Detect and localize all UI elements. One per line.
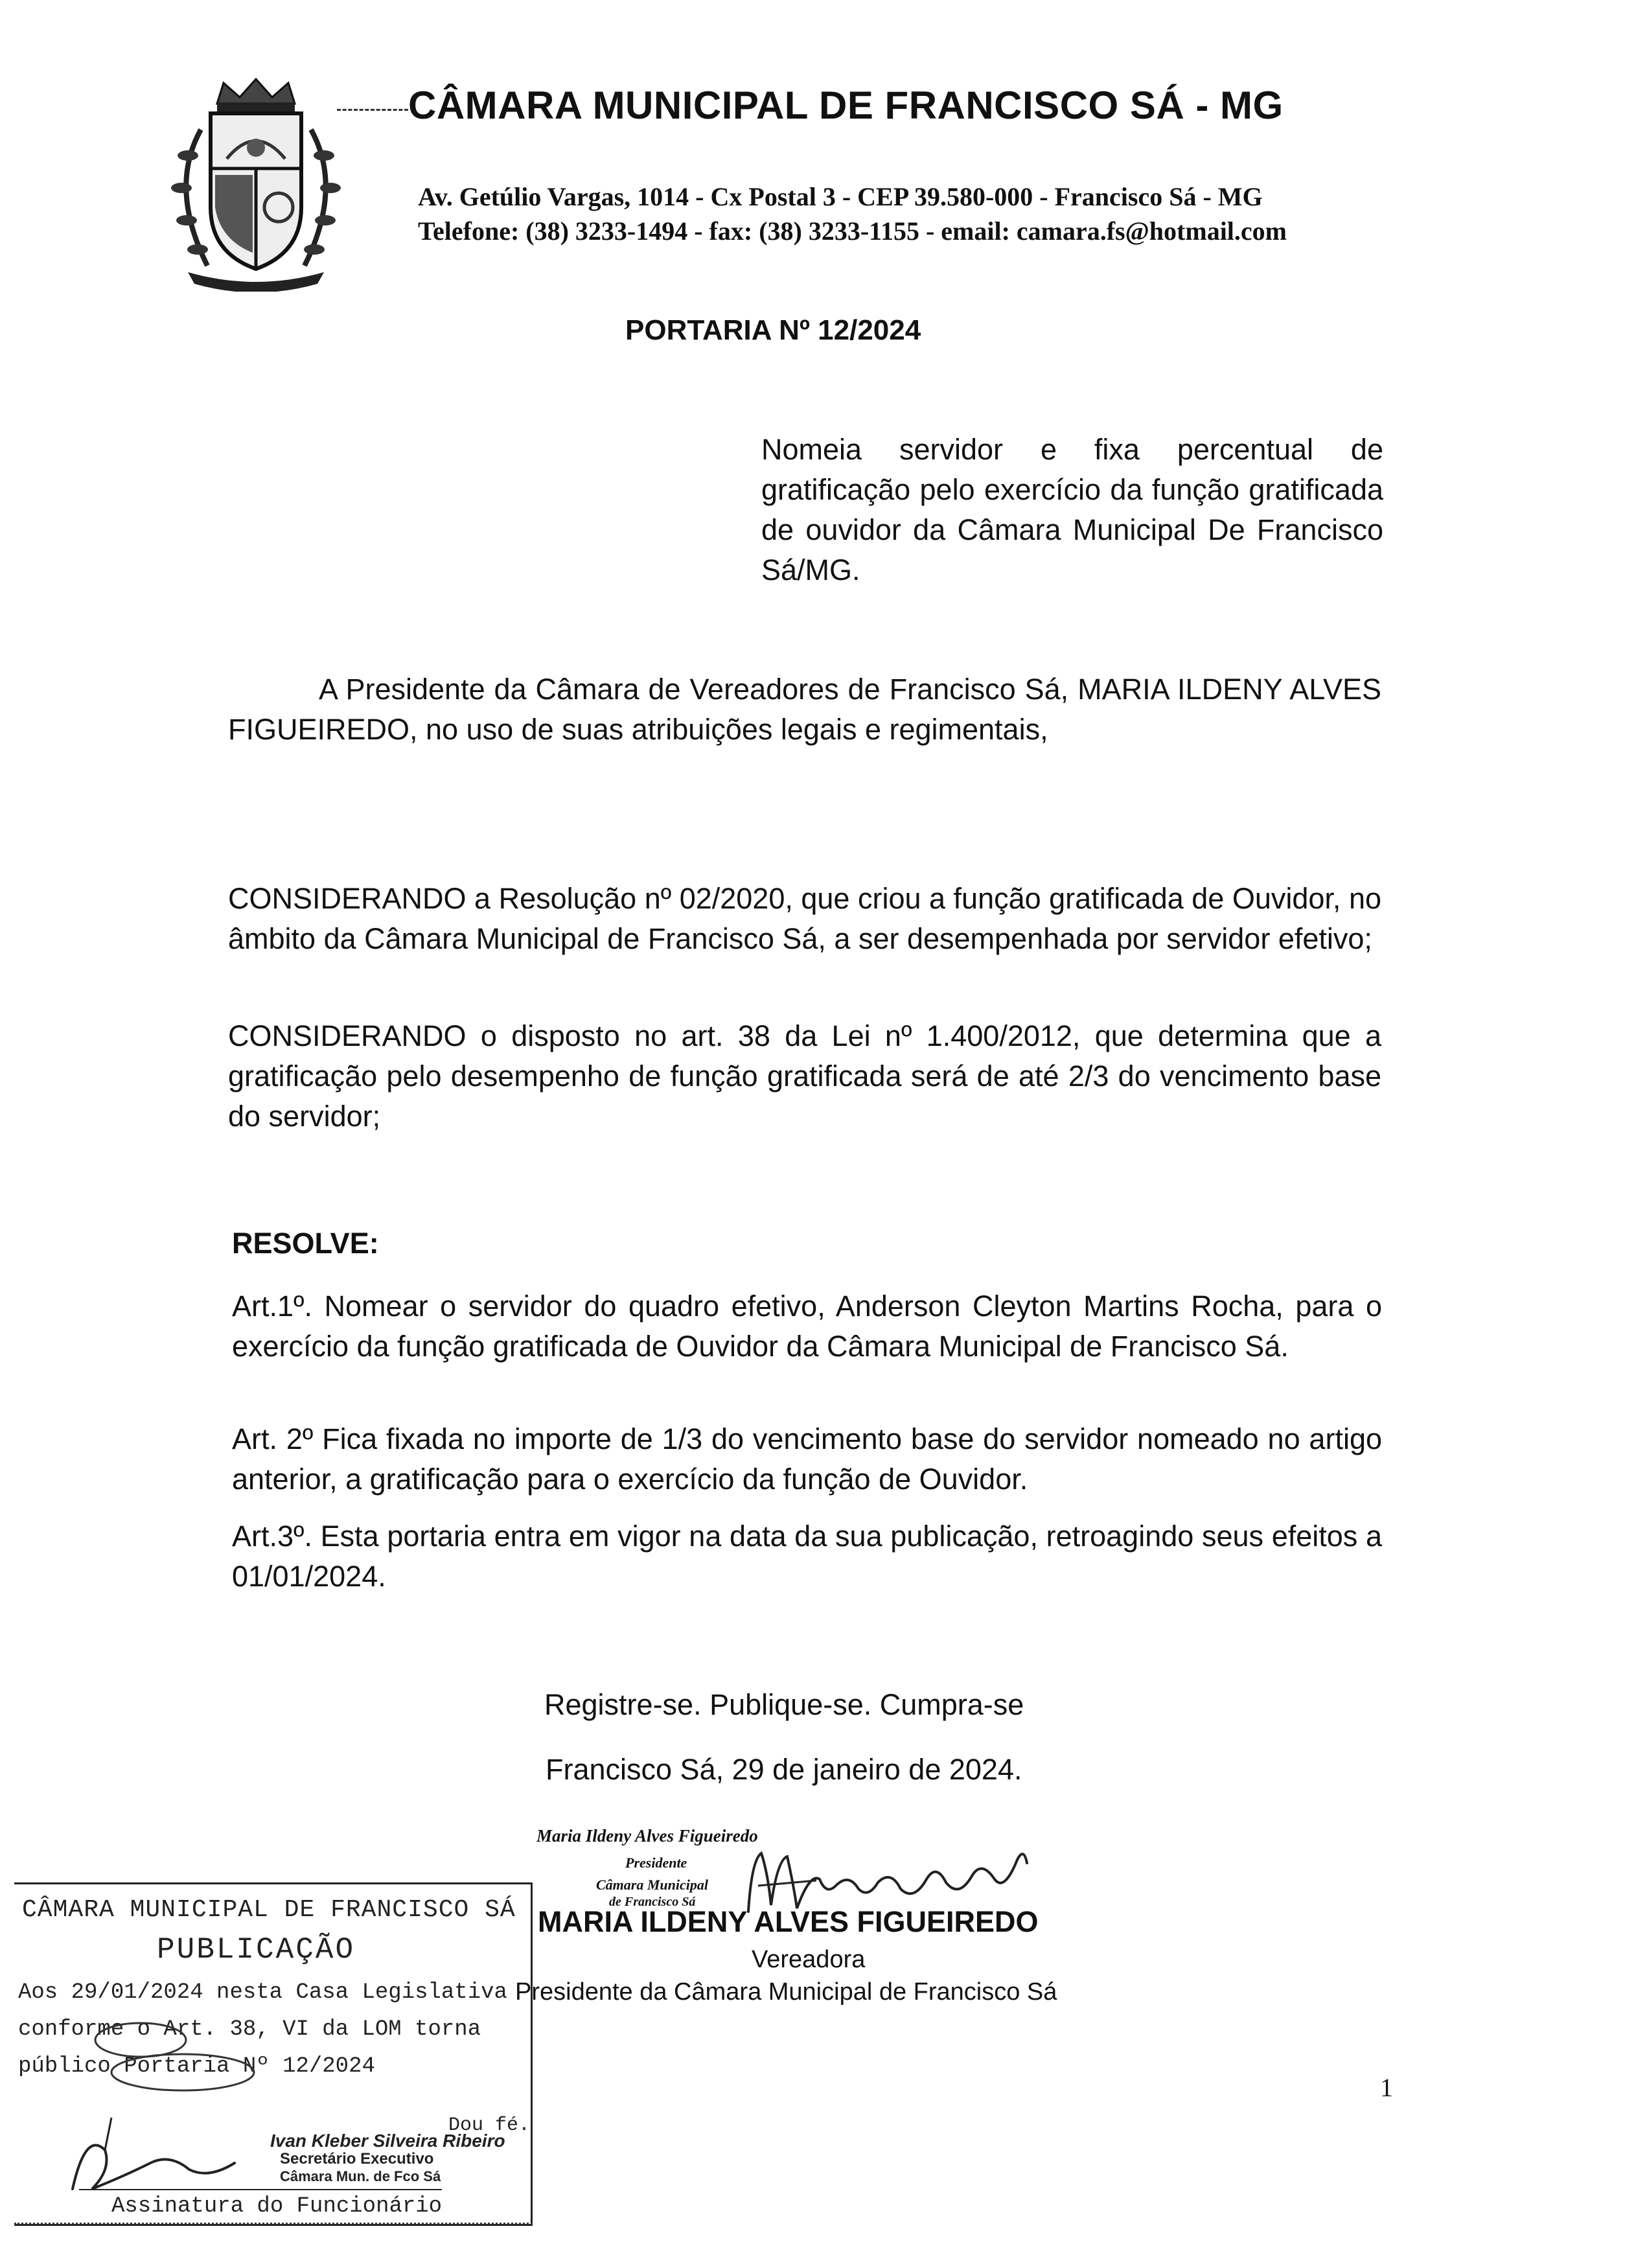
place-and-date: Francisco Sá, 29 de janeiro de 2024. [546, 1753, 1022, 1786]
institution-contact: Telefone: (38) 3233-1494 - fax: (38) 3233-1155 - email: camara.fs@hotmail.com [418, 216, 1287, 246]
stamp-signer-role: Secretário Executivo [280, 2150, 434, 2168]
stamp-handwritten-marks [14, 1884, 533, 2228]
closing-formula: Registre-se. Publique-se. Cumpra-se [544, 1688, 1024, 1721]
stamp-organization: CÂMARA MUNICIPAL DE FRANCISCO SÁ [22, 1896, 516, 1924]
signature-stamp-org: Câmara Municipal [596, 1877, 708, 1893]
resolve-heading: RESOLVE: [232, 1227, 379, 1260]
article-3: Art.3º. Esta portaria entra em vigor na data da sua publicação, retroagindo seus efeitos a 01/01/2024. [232, 1520, 1382, 1593]
considering-paragraph-1: CONSIDERANDO a Resolução nº 02/2020, que criou a função gratificada de Ouvidor, no âmbito da Câmara Municipal de Francisco Sá, a ser desempenhada por servidor efetivo; [228, 882, 1381, 955]
document-title: PORTARIA Nº 12/2024 [625, 314, 921, 346]
signer-office: Presidente da Câmara Municipal de Francisco Sá [515, 1978, 1057, 2006]
stamp-footer: Assinatura do Funcionário [111, 2194, 443, 2219]
stamp-signer-org: Câmara Mun. de Fco Sá [280, 2168, 441, 2184]
institution-title: CÂMARA MUNICIPAL DE FRANCISCO SÁ - MG [408, 84, 1284, 127]
stamp-title: PUBLICAÇÃO [157, 1933, 356, 1967]
header-decorative-line [337, 109, 408, 111]
stamp-document-line: público Portaria Nº 12/2024 [18, 2054, 375, 2079]
stamp-legal-basis-line: conforme o Art. 38, VI da LOM torna [18, 2017, 481, 2042]
signer-role: Vereadora [752, 1946, 866, 1973]
page-number: 1 [1380, 2073, 1393, 2102]
signer-name: MARIA ILDENY ALVES FIGUEIREDO [538, 1905, 1039, 1938]
institution-address: Av. Getúlio Vargas, 1014 - Cx Postal 3 - CEP 39.580-000 - Francisco Sá - MG [418, 182, 1263, 211]
signature-stamp-name: Maria Ildeny Alves Figueiredo [536, 1826, 758, 1846]
publication-stamp [14, 1882, 533, 2226]
signature-stamp-role: Presidente [625, 1855, 687, 1871]
stamp-date-line: Aos 29/01/2024 nesta Casa Legislativa [18, 1980, 507, 2005]
preamble-paragraph: A Presidente da Câmara de Vereadores de Francisco Sá, MARIA ILDENY ALVES FIGUEIREDO, no uso de suas atribuições legais e regimentais, [228, 673, 1381, 746]
stamp-signer-name: Ivan Kleber Silveira Ribeiro [270, 2131, 505, 2151]
considering-paragraph-2: CONSIDERANDO o disposto no art. 38 da Lei nº 1.400/2012, que determina que a gratificação pelo desempenho de função gratificada será de até 2/3 do vencimento base do servidor; [228, 1019, 1381, 1133]
article-2: Art. 2º Fica fixada no importe de 1/3 do vencimento base do servidor nomeado no artigo anterior, a gratificação para o exercício da função de Ouvidor. [232, 1422, 1382, 1496]
stamp-attestation: Dou fé. [448, 2114, 531, 2136]
coat-of-arms-icon [162, 78, 350, 292]
document-summary: Nomeia servidor e fixa percentual de gratificação pelo exercício da função gratificada de ouvidor da Câmara Municipal De Francisco Sá/MG. [761, 433, 1383, 586]
article-1: Art.1º. Nomear o servidor do quadro efetivo, Anderson Cleyton Martins Rocha, para o exercício da função gratificada de Ouvidor da Câmara Municipal de Francisco Sá. [232, 1290, 1382, 1363]
signature-stamp-city: de Francisco Sá [609, 1895, 696, 1909]
